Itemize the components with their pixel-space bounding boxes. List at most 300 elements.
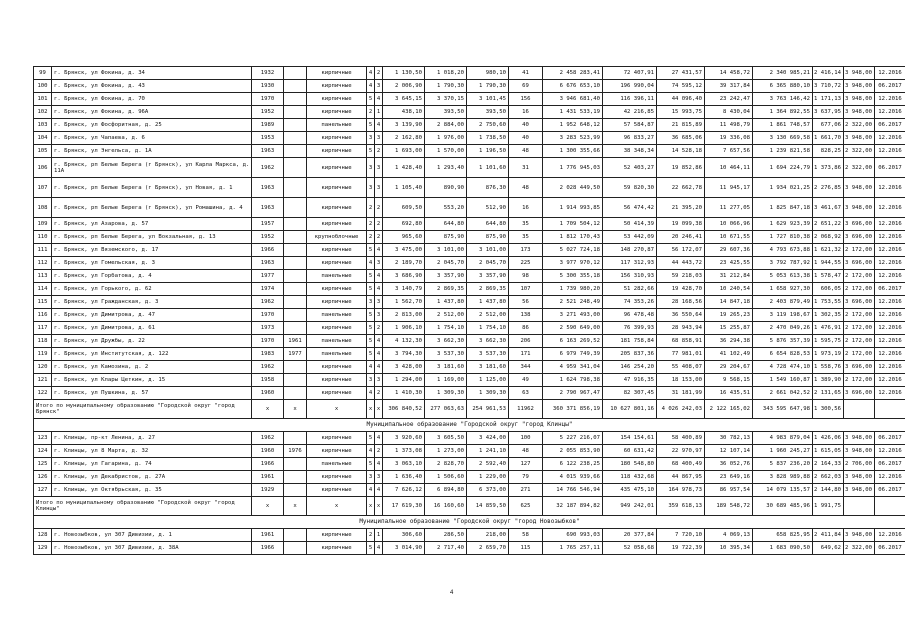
table-cell: 6 163 269,52 <box>543 335 603 348</box>
table-cell: 3 696,00 <box>844 387 875 400</box>
row-number: 102 <box>34 106 52 119</box>
table-cell: 59 218,03 <box>657 270 705 283</box>
table-cell: кирпичные <box>307 67 367 80</box>
table-cell: 3 101,00 <box>425 244 467 257</box>
table-cell: 2 <box>375 218 383 231</box>
total-cell: 11962 <box>509 400 543 419</box>
table-cell: 4 <box>375 432 383 445</box>
table-cell <box>284 309 307 322</box>
table-cell: 1 <box>375 529 383 542</box>
table-cell: 3 696,00 <box>844 231 875 244</box>
table-cell: 12.2016 <box>875 296 905 309</box>
table-cell: 3 537,30 <box>425 348 467 361</box>
table-cell: 19 099,38 <box>657 218 705 231</box>
total-cell: 359 618,13 <box>657 497 705 516</box>
address-cell: г. Брянск, ул Гомельская, д. 3 <box>52 257 252 270</box>
table-cell: 1 196,50 <box>467 145 509 158</box>
table-cell: 1 636,40 <box>383 471 425 484</box>
table-cell: 205 837,36 <box>603 348 657 361</box>
total-cell: x <box>252 497 284 516</box>
table-cell: 2 322,00 <box>844 145 875 158</box>
table-cell: 15 255,87 <box>705 322 753 335</box>
table-cell: 875,90 <box>467 231 509 244</box>
table-cell: 3 763 146,42 <box>753 93 813 106</box>
table-row <box>34 132 905 145</box>
table-cell: 5 <box>367 322 375 335</box>
address-cell: г. Брянск, ул Камозина, д. 2 <box>52 361 252 374</box>
table-cell: 1 130,50 <box>383 67 425 80</box>
table-cell: 3 <box>375 158 383 178</box>
row-number: 122 <box>34 387 52 400</box>
table-row <box>34 178 905 198</box>
table-row <box>34 158 905 178</box>
table-cell: 644,80 <box>425 218 467 231</box>
table-cell <box>284 132 307 145</box>
table-cell: 3 <box>367 471 375 484</box>
table-cell: 19 428,70 <box>657 283 705 296</box>
table-cell: 29 607,36 <box>705 244 753 257</box>
table-cell: 47 916,35 <box>603 374 657 387</box>
address-cell: г. Брянск, ул Дружбы, д. 22 <box>52 335 252 348</box>
address-cell: г. Брянск, ул Фосфоритная, д. 25 <box>52 119 252 132</box>
table-cell: 1 944,55 <box>813 257 844 270</box>
table-cell: 6 122 238,25 <box>543 458 603 471</box>
row-number: 129 <box>34 542 52 555</box>
table-cell: 3 <box>375 374 383 387</box>
table-cell: 10 066,96 <box>705 218 753 231</box>
table-cell: 1963 <box>252 178 284 198</box>
total-row <box>34 497 905 516</box>
table-cell: 2 470 049,26 <box>753 322 813 335</box>
address-cell: г. Брянск, ул Горбатова, д. 4 <box>52 270 252 283</box>
table-cell: 1 621,32 <box>813 244 844 257</box>
table-cell: 30 782,13 <box>705 432 753 445</box>
table-cell: 9 568,15 <box>705 374 753 387</box>
table-cell: 1 683 090,50 <box>753 542 813 555</box>
table-cell: 11 498,79 <box>705 119 753 132</box>
table-cell: 4 <box>375 119 383 132</box>
table-cell: 1 906,10 <box>383 322 425 335</box>
table-cell: 4 <box>375 348 383 361</box>
table-cell: 10 671,55 <box>705 231 753 244</box>
row-number: 101 <box>34 93 52 106</box>
table-cell: 1974 <box>252 283 284 296</box>
total-cell: 32 187 894,82 <box>543 497 603 516</box>
table-cell: 1 437,80 <box>467 296 509 309</box>
row-number: 123 <box>34 432 52 445</box>
table-cell: 3 130 669,58 <box>753 132 813 145</box>
table-cell: 1 229,00 <box>467 471 509 484</box>
table-cell: кирпичные <box>307 158 367 178</box>
table-cell: 1 765 257,11 <box>543 542 603 555</box>
table-cell: 44 096,40 <box>657 93 705 106</box>
table-cell: 1 976,00 <box>425 132 467 145</box>
table-cell: 69 <box>509 80 543 93</box>
table-cell: 2 189,70 <box>383 257 425 270</box>
table-cell: 2 651,22 <box>813 218 844 231</box>
table-cell: 1 364 892,55 <box>753 106 813 119</box>
table-cell: 22 970,97 <box>657 445 705 458</box>
row-number: 99 <box>34 67 52 80</box>
table-cell: кирпичные <box>307 198 367 218</box>
table-cell: 2 416,14 <box>813 67 844 80</box>
table-cell: 2 458 283,41 <box>543 67 603 80</box>
table-cell: 127 <box>509 458 543 471</box>
table-cell: 4 983 879,04 <box>753 432 813 445</box>
table-row <box>34 458 905 471</box>
table-cell: 2 340 985,21 <box>753 67 813 80</box>
table-cell: 2 750,60 <box>467 119 509 132</box>
table-cell: 52 058,68 <box>603 542 657 555</box>
table-cell: 649,62 <box>813 542 844 555</box>
housing-register-table <box>33 66 905 555</box>
total-cell: x <box>307 497 367 516</box>
table-cell: 2 <box>367 218 375 231</box>
table-row <box>34 542 905 555</box>
row-number: 112 <box>34 257 52 270</box>
table-cell: 12.2016 <box>875 198 905 218</box>
table-cell: 12.2016 <box>875 309 905 322</box>
table-cell: 115 <box>509 542 543 555</box>
table-cell: 35 <box>509 231 543 244</box>
table-cell: 06.2017 <box>875 432 905 445</box>
table-row <box>34 244 905 257</box>
table-cell: 1 952 648,12 <box>543 119 603 132</box>
table-cell: 27 431,57 <box>657 67 705 80</box>
total-cell <box>844 400 875 419</box>
table-cell: 1 861 748,57 <box>753 119 813 132</box>
table-cell: 393,50 <box>467 106 509 119</box>
table-cell: 2 403 879,49 <box>753 296 813 309</box>
table-cell: 1 790,30 <box>467 80 509 93</box>
table-cell: 2 028 449,50 <box>543 178 603 198</box>
table-cell: 12.2016 <box>875 387 905 400</box>
table-cell: 06.2017 <box>875 80 905 93</box>
table-row <box>34 309 905 322</box>
table-cell: 5 <box>367 119 375 132</box>
table-cell: 28 168,56 <box>657 296 705 309</box>
table-cell: 1 309,30 <box>425 387 467 400</box>
table-cell: кирпичные <box>307 145 367 158</box>
table-cell: 3 696,00 <box>844 257 875 270</box>
table-cell: 6 373,00 <box>467 484 509 497</box>
table-cell: 22 662,78 <box>657 178 705 198</box>
table-cell <box>284 244 307 257</box>
table-cell: 1 125,00 <box>467 374 509 387</box>
table-cell: 19 852,86 <box>657 158 705 178</box>
table-cell: 06.2017 <box>875 484 905 497</box>
total-cell <box>844 497 875 516</box>
table-cell: 1963 <box>252 198 284 218</box>
table-cell: 4 132,30 <box>383 335 425 348</box>
row-number: 108 <box>34 198 52 218</box>
table-cell: 156 310,93 <box>603 270 657 283</box>
table-cell: 1961 <box>252 529 284 542</box>
table-cell: кирпичные <box>307 322 367 335</box>
table-cell: 12.2016 <box>875 471 905 484</box>
table-cell: 5 <box>367 348 375 361</box>
table-cell: 1 018,20 <box>425 67 467 80</box>
address-cell: г. Брянск, ул Гражданская, д. 3 <box>52 296 252 309</box>
table-cell: 3 920,60 <box>383 432 425 445</box>
table-cell: 12.2016 <box>875 145 905 158</box>
table-cell: 68 400,49 <box>657 458 705 471</box>
table-cell: 4 069,13 <box>705 529 753 542</box>
table-cell: 154 154,61 <box>603 432 657 445</box>
table-cell: панельные <box>307 335 367 348</box>
table-cell: 3 <box>367 158 375 178</box>
table-cell: 35 <box>509 218 543 231</box>
table-cell: 5 <box>367 335 375 348</box>
table-cell: 51 282,66 <box>603 283 657 296</box>
table-cell: 3 <box>375 178 383 198</box>
table-cell: 1960 <box>252 445 284 458</box>
table-cell: 3 <box>375 80 383 93</box>
table-cell: 1 914 993,85 <box>543 198 603 218</box>
table-cell: 4 <box>367 80 375 93</box>
table-cell: 5 <box>367 432 375 445</box>
table-cell: 3 946 681,40 <box>543 93 603 106</box>
table-cell: 4 <box>375 458 383 471</box>
table-cell: 1 562,70 <box>383 296 425 309</box>
table-cell: 39 317,84 <box>705 80 753 93</box>
table-cell: кирпичные <box>307 484 367 497</box>
table-cell: 2 068,92 <box>813 231 844 244</box>
table-cell: 5 <box>367 283 375 296</box>
table-cell <box>284 296 307 309</box>
address-cell: г. Клинцы, пр-кт Ленина, д. 27 <box>52 432 252 445</box>
table-cell: 271 <box>509 484 543 497</box>
table-cell: 12.2016 <box>875 178 905 198</box>
table-cell: 2 717,40 <box>425 542 467 555</box>
total-cell: x <box>367 497 375 516</box>
table-cell: 20 377,84 <box>603 529 657 542</box>
table-cell: 2 813,00 <box>383 309 425 322</box>
table-cell: 1 506,60 <box>425 471 467 484</box>
table-cell: 3 537,30 <box>467 348 509 361</box>
table-cell: 3 283 523,99 <box>543 132 603 145</box>
table-cell: 56 474,42 <box>603 198 657 218</box>
total-cell: 1 300,56 <box>813 400 844 419</box>
table-row <box>34 484 905 497</box>
table-cell: 11 945,17 <box>705 178 753 198</box>
table-cell: панельные <box>307 309 367 322</box>
table-cell: 2 828,70 <box>425 458 467 471</box>
table-cell: 1 426,06 <box>813 432 844 445</box>
table-cell: 2 172,00 <box>844 335 875 348</box>
table-cell: 164 978,73 <box>657 484 705 497</box>
table-cell: 15 993,75 <box>657 106 705 119</box>
table-cell: 06.2017 <box>875 542 905 555</box>
table-cell: 36 294,38 <box>705 335 753 348</box>
table-cell: 6 676 653,10 <box>543 80 603 93</box>
table-row <box>34 322 905 335</box>
table-cell: 48 <box>509 445 543 458</box>
table-cell <box>284 257 307 270</box>
table-cell: 4 <box>367 445 375 458</box>
table-cell: 12.2016 <box>875 270 905 283</box>
table-cell: 438,10 <box>383 106 425 119</box>
table-cell: кирпичные <box>307 106 367 119</box>
table-cell: 2 869,35 <box>425 283 467 296</box>
table-cell: 23 649,16 <box>705 471 753 484</box>
table-cell: 12.2016 <box>875 529 905 542</box>
table-cell: 2 592,40 <box>467 458 509 471</box>
table-cell: 3 461,67 <box>813 198 844 218</box>
address-cell: г. Брянск, ул Фокина, д. 34 <box>52 67 252 80</box>
table-cell: 1 101,60 <box>467 158 509 178</box>
table-cell: 3 686,90 <box>383 270 425 283</box>
table-cell: кирпичные <box>307 542 367 555</box>
table-cell: 3 696,00 <box>844 361 875 374</box>
table-cell: кирпичные <box>307 283 367 296</box>
table-cell: 1 373,08 <box>383 445 425 458</box>
total-cell: x <box>284 400 307 419</box>
row-number: 113 <box>34 270 52 283</box>
table-cell: 12.2016 <box>875 231 905 244</box>
table-cell: 1 309,30 <box>467 387 509 400</box>
table-cell: 1 300 355,66 <box>543 145 603 158</box>
table-cell: 1977 <box>252 270 284 283</box>
table-cell: 1 169,00 <box>425 374 467 387</box>
table-cell: 344 <box>509 361 543 374</box>
table-cell: 5 837 236,20 <box>753 458 813 471</box>
table-cell: 12.2016 <box>875 106 905 119</box>
table-cell: 50 414,39 <box>603 218 657 231</box>
table-cell: 5 <box>367 270 375 283</box>
table-cell: 14 079 135,57 <box>753 484 813 497</box>
table-cell: 606,05 <box>813 283 844 296</box>
table-cell: 7 657,56 <box>705 145 753 158</box>
total-cell: 17 619,30 <box>383 497 425 516</box>
table-cell: 3 <box>375 309 383 322</box>
table-cell: 56 172,07 <box>657 244 705 257</box>
table-cell: 5 <box>367 145 375 158</box>
table-cell <box>284 178 307 198</box>
table-cell: 1961 <box>252 471 284 484</box>
row-number: 125 <box>34 458 52 471</box>
row-number: 124 <box>34 445 52 458</box>
total-cell: x <box>375 497 383 516</box>
table-cell: 3 <box>375 471 383 484</box>
table-row <box>34 270 905 283</box>
table-cell: 2 045,70 <box>467 257 509 270</box>
table-cell: 12.2016 <box>875 348 905 361</box>
table-cell: 5 227 216,07 <box>543 432 603 445</box>
table-cell: 10 240,54 <box>705 283 753 296</box>
table-cell: 12 107,14 <box>705 445 753 458</box>
table-cell: 2 144,80 <box>813 484 844 497</box>
table-cell: 12.2016 <box>875 93 905 106</box>
table-cell: 435 475,10 <box>603 484 657 497</box>
table-cell: 77 981,01 <box>657 348 705 361</box>
address-cell: г. Брянск, ул Горького, д. 62 <box>52 283 252 296</box>
table-cell: 828,25 <box>813 145 844 158</box>
table-cell: 1 241,10 <box>467 445 509 458</box>
table-row <box>34 432 905 445</box>
address-cell: г. Брянск, рп Белые Берега (г Брянск), ул Карла Маркса, д. 11А <box>52 158 252 178</box>
table-cell: 3 181,60 <box>467 361 509 374</box>
table-cell: 7 720,10 <box>657 529 705 542</box>
table-cell: 965,60 <box>383 231 425 244</box>
table-cell: 2 662,03 <box>813 471 844 484</box>
table-cell: 41 102,49 <box>705 348 753 361</box>
table-cell: 6 365 880,10 <box>753 80 813 93</box>
table-cell: 3 948,00 <box>844 198 875 218</box>
table-cell: 2 590 649,00 <box>543 322 603 335</box>
table-cell: 1 825 847,18 <box>753 198 813 218</box>
table-row <box>34 106 905 119</box>
table-cell: 1977 <box>284 348 307 361</box>
address-cell: г. Клинцы, ул Декабристов, д. 27А <box>52 471 252 484</box>
table-cell: 3 014,90 <box>383 542 425 555</box>
section-header-row <box>34 419 905 432</box>
address-cell: г. Брянск, ул Энгельса, д. 1А <box>52 145 252 158</box>
total-cell <box>875 400 905 419</box>
table-cell: 2 <box>375 67 383 80</box>
table-cell: 2 706,00 <box>844 458 875 471</box>
table-cell: 1 105,40 <box>383 178 425 198</box>
table-cell: 180 548,80 <box>603 458 657 471</box>
table-cell <box>284 158 307 178</box>
table-cell: 1 302,35 <box>813 309 844 322</box>
table-cell: панельные <box>307 119 367 132</box>
table-cell: 1 595,75 <box>813 335 844 348</box>
table-cell: 2 162,80 <box>383 132 425 145</box>
table-cell: 20 246,41 <box>657 231 705 244</box>
table-cell: 1 294,00 <box>383 374 425 387</box>
table-cell: 2 <box>367 529 375 542</box>
table-cell: 3 140,79 <box>383 283 425 296</box>
table-cell: 2 276,85 <box>813 178 844 198</box>
table-cell: 12.2016 <box>875 257 905 270</box>
table-cell: 4 <box>375 93 383 106</box>
table-cell: кирпичные <box>307 445 367 458</box>
table-cell <box>284 387 307 400</box>
table-cell: 12.2016 <box>875 322 905 335</box>
table-cell: 58 400,89 <box>657 432 705 445</box>
row-number: 118 <box>34 335 52 348</box>
table-cell: 644,80 <box>467 218 509 231</box>
table-cell: 3 <box>367 296 375 309</box>
table-cell: 3 181,60 <box>425 361 467 374</box>
table-cell: 1 694 224,79 <box>753 158 813 178</box>
table-cell: 306,60 <box>383 529 425 542</box>
row-number: 115 <box>34 296 52 309</box>
table-cell: 2 <box>375 231 383 244</box>
table-cell: 2 <box>375 145 383 158</box>
table-cell: 31 212,84 <box>705 270 753 283</box>
table-cell: 3 948,00 <box>844 178 875 198</box>
address-cell: г. Клинцы, ул Гагарина, д. 74 <box>52 458 252 471</box>
table-cell: 1970 <box>252 93 284 106</box>
address-cell: г. Брянск, ул Клары Цеткин, д. 15 <box>52 374 252 387</box>
table-cell: 1960 <box>252 387 284 400</box>
table-cell: 4 <box>367 67 375 80</box>
table-cell: 2 512,00 <box>467 309 509 322</box>
table-cell: 63 <box>509 387 543 400</box>
table-cell: 2 172,00 <box>844 244 875 257</box>
total-cell: x <box>375 400 383 419</box>
table-cell: 3 662,30 <box>467 335 509 348</box>
address-cell: г. Брянск, рп Белые Берега, ул Вокзальная, д. 13 <box>52 231 252 244</box>
table-cell <box>284 67 307 80</box>
table-cell: 107 <box>509 283 543 296</box>
total-cell: 16 160,60 <box>425 497 467 516</box>
table-cell: 1 790,30 <box>425 80 467 93</box>
table-cell: 6 979 749,39 <box>543 348 603 361</box>
table-row <box>34 218 905 231</box>
